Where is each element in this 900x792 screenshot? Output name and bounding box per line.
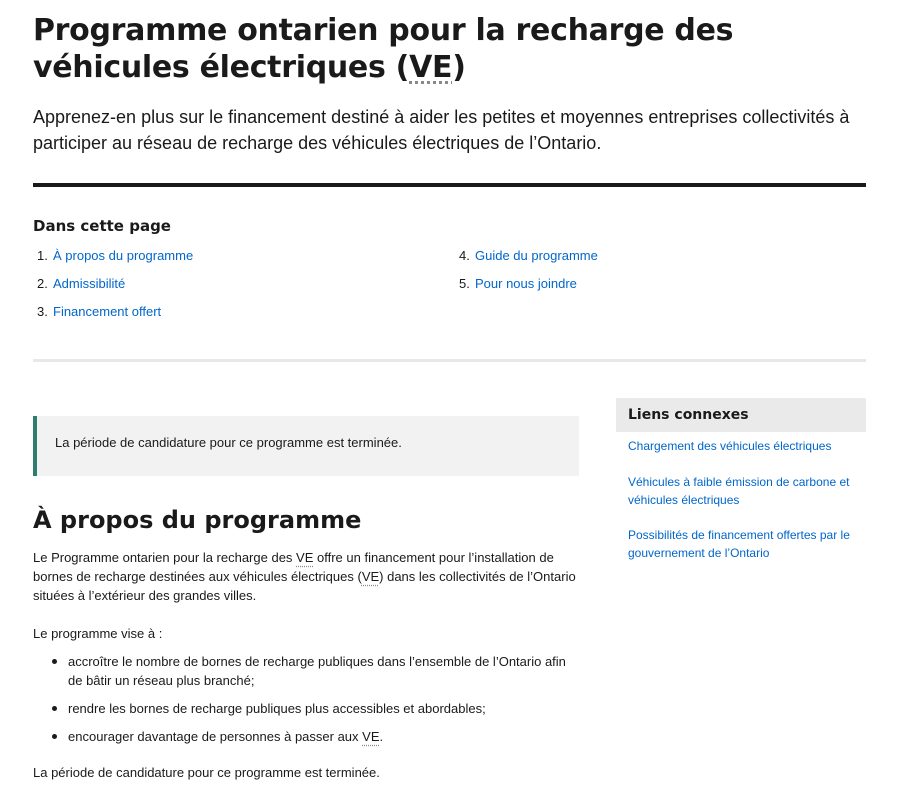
goals-intro: Le programme vise à :: [33, 626, 163, 641]
toc-number: 1.: [37, 248, 48, 263]
toc-link-contact[interactable]: Pour nous joindre: [475, 276, 577, 291]
header-divider: [33, 183, 866, 187]
abbr-ve: VE: [361, 569, 380, 584]
toc-number: 3.: [37, 304, 48, 319]
related-links-sidebar: [616, 398, 866, 562]
text-run: Le Programme ontarien pour la recharge des: [33, 550, 297, 565]
abbr-ve: VE: [296, 550, 314, 565]
status-callout: [33, 416, 579, 476]
list-item: rendre les bornes de recharge publiques plus accessibles et abordables;: [50, 699, 570, 718]
abbr-ve: VE: [362, 729, 380, 744]
related-link-charging[interactable]: Chargement des véhicules électriques: [628, 439, 832, 453]
page-lede: Apprenez-en plus sur le financement destiné à aider les petites et moyennes entreprises collectivités à participer au réseau de recharge des véhicules électriques de l’Ontario.: [33, 107, 850, 153]
toc-number: 4.: [459, 248, 470, 263]
callout-text: La période de candidature pour ce programme est terminée.: [55, 435, 402, 450]
abbr-ve: VE: [409, 50, 453, 85]
text-run: ) dans les collectivités de l’Ontario situées à l’extérieur des grandes villes.: [33, 569, 576, 603]
text-run: offre un financement pour l’installation de bornes de recharge destinées aux véhicules électriques (: [33, 550, 554, 584]
toc-link-about[interactable]: À propos du programme: [53, 248, 194, 263]
closing-paragraph: La période de candidature pour ce programme est terminée.: [33, 765, 380, 780]
goals-list: [50, 652, 570, 755]
list-item: [50, 727, 570, 746]
text-run: .: [379, 729, 384, 744]
related-link-low-emission-vehicles[interactable]: Véhicules à faible émission de carbone et véhicules électriques: [628, 475, 850, 507]
related-link-funding-opportunities[interactable]: Possibilités de financement offertes par le gouvernement de l’Ontario: [628, 528, 850, 560]
toc-item-guide: [455, 248, 598, 264]
text-run: encourager davantage de personnes à passer aux: [68, 729, 363, 744]
toc-number: 5.: [459, 276, 470, 291]
toc-link-funding[interactable]: Financement offert: [53, 304, 162, 319]
toc-link-eligibility[interactable]: Admissibilité: [53, 276, 126, 291]
page-title-text-end: ): [452, 50, 466, 85]
toc-number: 2.: [37, 276, 48, 291]
sidebar-title: Liens connexes: [616, 398, 866, 432]
about-paragraph: [33, 548, 583, 605]
list-item: accroître le nombre de bornes de recharge publiques dans l’ensemble de l’Ontario afin de bâtir un réseau plus branché;: [50, 652, 570, 690]
toc-item-about: [33, 248, 193, 264]
toc-link-guide[interactable]: Guide du programme: [475, 248, 598, 263]
toc-divider: [33, 359, 866, 362]
section-heading-about: À propos du programme: [33, 506, 362, 534]
toc-title: Dans cette page: [33, 217, 171, 235]
page-title: [33, 12, 863, 86]
toc-item-eligibility: [33, 276, 125, 292]
toc-item-funding: [33, 304, 161, 320]
toc-item-contact: [455, 276, 577, 292]
page-title-text: Programme ontarien pour la recharge des véhicules électriques (: [33, 13, 734, 85]
